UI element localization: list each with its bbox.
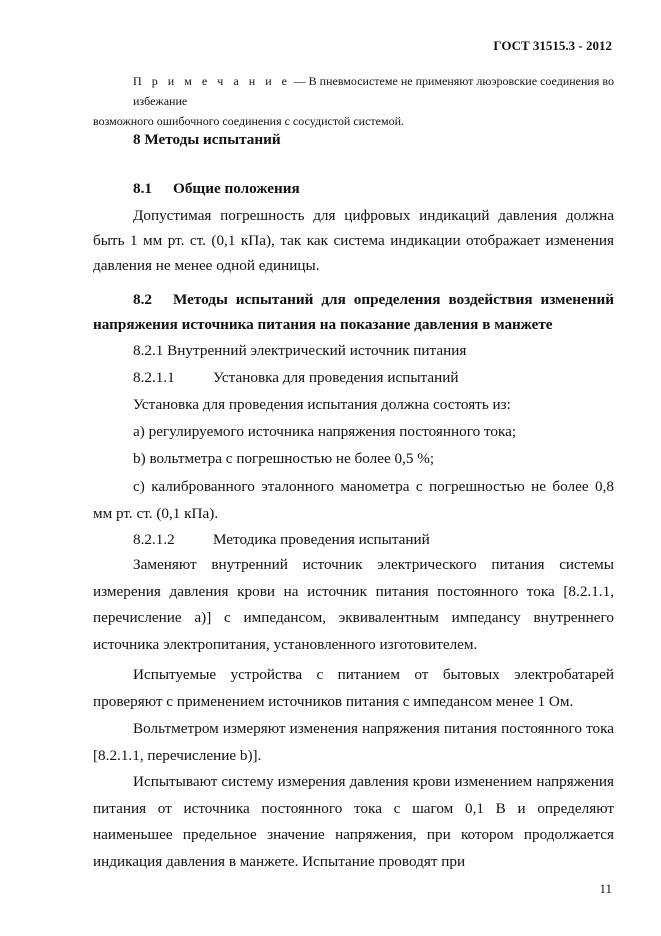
section-number: 8.2 <box>133 291 152 308</box>
setup-item-b: b) вольтметра с погрешностью не более 0,5 %; <box>133 450 435 467</box>
setup-item-c: с) калиброванного эталонного манометра с погрешностью не более 0,8 мм рт. ст. (0,1 кПа). <box>93 478 614 522</box>
section-8-2-heading <box>93 287 614 337</box>
section-8-1-heading <box>93 180 654 198</box>
section-title: Методы испытаний для определения воздействия изменений напряжения источника питания на показание давления в манжете <box>93 291 614 333</box>
section-number: 8.2.1.2 <box>133 531 175 548</box>
section-8-2-1-1-heading <box>133 365 459 390</box>
method-paragraph-2: Испытуемые устройства с питанием от бытовых электробатарей проверяют с применением источников питания с импедансом менее 1 Ом. <box>93 666 614 710</box>
note-text-second: возможного ошибочного соединения с сосудистой системой. <box>93 114 404 128</box>
section-8-2-1-heading: 8.2.1 Внутренний электрический источник питания <box>133 342 467 359</box>
section-title: Методика проведения испытаний <box>213 531 430 548</box>
method-paragraph-3: Вольтметром измеряют изменения напряжения питания постоянного тока [8.2.1.1, перечисление b)]. <box>93 720 614 764</box>
section-8-2-1-2-heading <box>133 527 430 552</box>
paragraph-8-1: Допустимая погрешность для цифровых индикаций давления должна быть 1 мм рт. ст. (0,1 кПа), так как система индикации отображает изменения давления не менее одной единицы. <box>93 207 614 274</box>
note-label: П р и м е ч а н и е <box>133 74 291 88</box>
section-8-heading: 8 Методы испытаний <box>133 131 281 148</box>
section-title: Общие положения <box>173 180 300 197</box>
note-first-line <box>93 71 614 111</box>
section-number: 8.2.1.1 <box>133 369 175 386</box>
setup-intro: Установка для проведения испытания должна состоять из: <box>133 396 511 413</box>
page-number: 11 <box>599 881 612 896</box>
section-title: Установка для проведения испытаний <box>213 369 459 386</box>
setup-item-a: а) регулируемого источника напряжения постоянного тока; <box>133 423 517 440</box>
document-header: ГОСТ 31515.3 - 2012 <box>493 38 612 53</box>
method-paragraph-4: Испытывают систему измерения давления крови изменением напряжения питания от источника постоянного тока с шагом 0,1 В и определяют наименьшее предельное значение напряжения, при котором продолжается индикация давления в манжете. Испытание проводят при <box>93 773 614 870</box>
note-block <box>93 71 614 131</box>
section-number: 8.1 <box>133 180 152 197</box>
method-paragraph-1: Заменяют внутренний источник электрического питания системы измерения давления крови на источник питания постоянного тока [8.2.1.1, перечисление а)] с импедансом, эквивалентным импедансу внутреннего источника электропитания, установленного изготовителем. <box>93 556 614 653</box>
note-text-first: — В пневмосистеме не применяют люэровские соединения во избежание <box>133 74 614 108</box>
